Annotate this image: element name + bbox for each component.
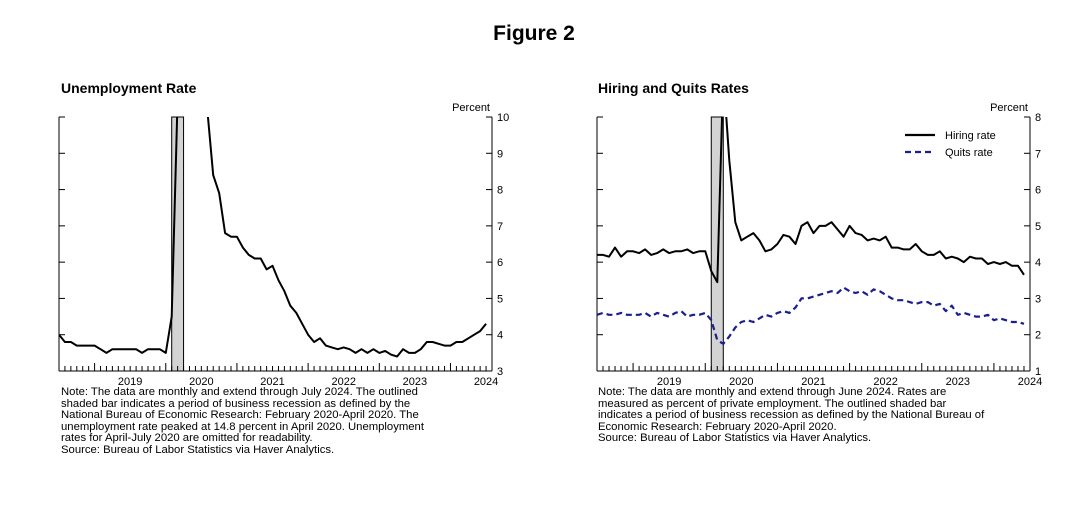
x-tick-label-2021: 2021 bbox=[801, 376, 826, 388]
y-axis-unit-label: Percent bbox=[452, 102, 490, 114]
x-tick-label-2019: 2019 bbox=[656, 376, 682, 388]
y-tick-label: 5 bbox=[1035, 220, 1042, 233]
x-tick-label-2022: 2022 bbox=[331, 376, 356, 388]
legend-label: Hiring rate bbox=[945, 130, 996, 142]
x-tick-label-2020: 2020 bbox=[189, 376, 214, 388]
series-line-hiring-rate bbox=[597, 74, 1024, 283]
y-tick-label: 9 bbox=[497, 148, 504, 161]
y-tick-label: 5 bbox=[497, 293, 504, 306]
y-tick-label: 4 bbox=[1035, 257, 1042, 270]
x-tick-label-2022: 2022 bbox=[873, 376, 898, 388]
y-tick-label: 6 bbox=[497, 257, 504, 270]
x-tick-label-2021: 2021 bbox=[260, 376, 285, 388]
y-tick-label: 6 bbox=[1035, 184, 1042, 197]
y-tick-label: 3 bbox=[497, 366, 504, 378]
y-tick-label: 3 bbox=[1035, 293, 1042, 306]
y-tick-label: 10 bbox=[497, 112, 510, 124]
x-tick-label-2023: 2023 bbox=[402, 376, 428, 388]
x-tick-label-2024: 2024 bbox=[1017, 376, 1043, 388]
y-tick-label: 1 bbox=[1035, 366, 1042, 378]
chart-note-hiring-quits: Note: The data are monthly and extend through June 2024. Rates are measured as percent of private employment. The outlined shaded bar indicates a period of business recession as defined by the National Bureau of Economic Research: February 2020-April 2020. Source: Bureau of Labor Statistics via Haver Analytics. bbox=[598, 386, 985, 445]
y-tick-label: 8 bbox=[497, 184, 504, 197]
y-axis-unit-label: Percent bbox=[990, 102, 1028, 114]
legend-label: Quits rate bbox=[945, 147, 993, 159]
x-tick-label-2024: 2024 bbox=[473, 376, 499, 388]
y-tick-label: 7 bbox=[497, 220, 504, 233]
y-tick-label: 2 bbox=[1035, 329, 1042, 342]
x-tick-label-2020: 2020 bbox=[729, 376, 754, 388]
y-tick-label: 8 bbox=[1035, 112, 1042, 124]
series-line-quits-rate bbox=[597, 288, 1024, 344]
y-tick-label: 7 bbox=[1035, 148, 1042, 161]
chart-title-hiring-quits: Hiring and Quits Rates bbox=[598, 80, 749, 96]
chart-title-unemployment: Unemployment Rate bbox=[61, 80, 197, 96]
x-tick-label-2019: 2019 bbox=[117, 376, 143, 388]
y-tick-label: 4 bbox=[497, 329, 504, 342]
chart-note-unemployment: Note: The data are monthly and extend through July 2024. The outlined shaded bar indicates a period of business recession as defined by the National Bureau of Economic Research: February 2020-April 2020. The unemployment rate peaked at 14.8 percent in April 2020. Unemployment rates for April-July 2020 are omitted for readability. Source: Bureau of Labor Statistics via Haver Analytics. bbox=[61, 386, 424, 456]
figure-title: Figure 2 bbox=[493, 22, 575, 45]
x-tick-label-2023: 2023 bbox=[945, 376, 971, 388]
